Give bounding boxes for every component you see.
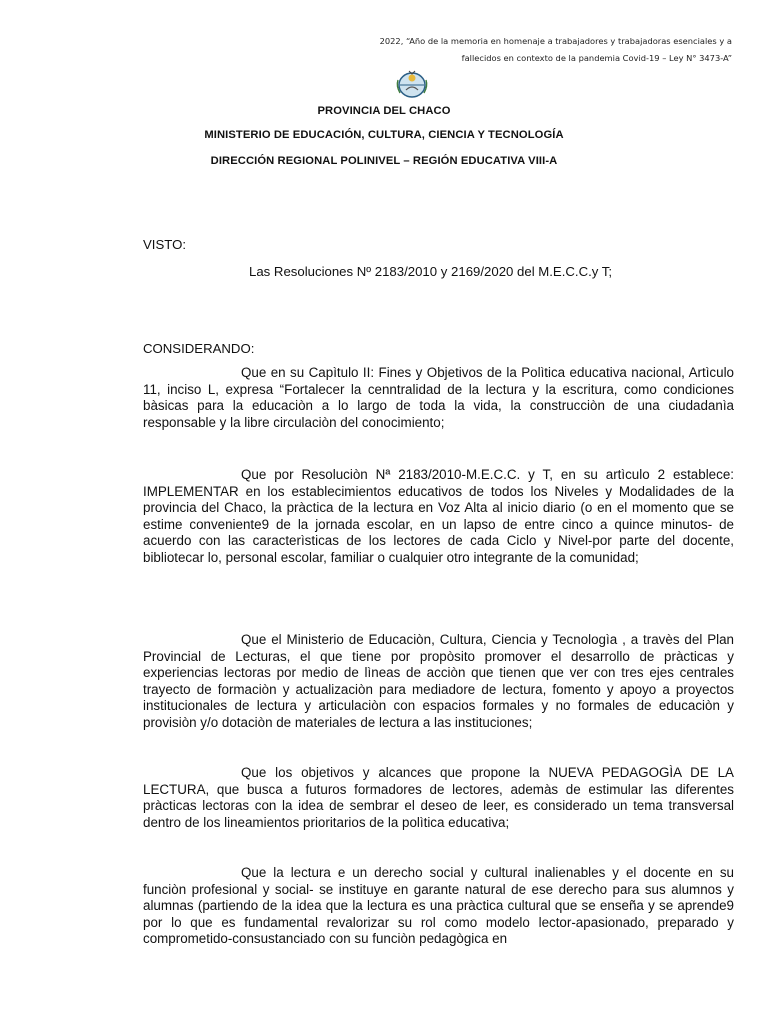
year-motto-line-2: fallecidos en contexto de la pandemia Covid-19 – Ley N° 3473-A”: [461, 53, 732, 63]
province-heading: PROVINCIA DEL CHACO: [317, 105, 451, 117]
direction-heading: DIRECCIÓN REGIONAL POLINIVEL – REGIÓN EDUCATIVA VIII-A: [210, 155, 558, 167]
visto-text: Las Resoluciones Nº 2183/2010 y 2169/2020 del M.E.C.C.y T;: [249, 264, 613, 279]
considerando-paragraph: Que la lectura e un derecho social y cultural inalienables y el docente en su funciòn profesional y social- se instituye en garante natural de ese derecho para sus alumnos y alumnas (partiendo de la idea que la lectura es una pràctica cultural que se enseña y se aprende9 por lo que es fundamental revalorizar su rol como modelo lector-apasionado, preparado y comprometido-consustanciado con su funciòn pedagògica en: [143, 865, 734, 947]
year-motto-line-1: 2022, “Año de la memoria en homenaje a trabajadores y trabajadoras esenciales y a: [379, 36, 732, 46]
considerando-paragraph: Que por Resoluciòn Nª 2183/2010-M.E.C.C. y T, en su artìculo 2 establece: IMPLEMENTAR en los establecimientos educativos de todos los Niveles y Modalidades de la provincia del Chaco, la pràctica de la lectura en Voz Alta al inicio diario (o en el momento que se estime conveniente9 de la jornada escolar, en un lapso de entre cinco a quince minutos- de acuerdo con las caracterìsticas de los lectores de cada Ciclo y Nivel-por parte del docente, bibliotecar lo, personal escolar, familiar o cualquier otro integrante de la comunidad;: [143, 467, 734, 565]
ministry-heading: MINISTERIO DE EDUCACIÓN, CULTURA, CIENCIA Y TECNOLOGÍA: [204, 129, 564, 141]
year-motto: [332, 33, 732, 67]
considerando-paragraph: Que el Ministerio de Educaciòn, Cultura, Ciencia y Tecnologìa , a travès del Plan Provincial de Lecturas, el que tiene por propòsito promover el desarrollo de pràcticas y experiencias lectoras por medio de lìneas de acciòn que tienen que ver con tres ejes centrales trayecto de formaciòn y actualizaciòn para mediadore de lectura, fomento y apoyo a proyectos institucionales de lectura y articulaciòn con espacios formales y no formales de educaciòn y provisiòn y/o dotaciòn de materiales de lectura a las instituciones;: [143, 632, 734, 730]
visto-label: VISTO:: [143, 237, 186, 252]
considerando-paragraph: Que en su Capìtulo II: Fines y Objetivos de la Polìtica educativa nacional, Artìculo 11, inciso L, expresa “Fortalecer la cenntralidad de la lectura y la escritura, como condiciones bàsicas para la educaciòn a lo largo de toda la vida, la construcciòn de una ciudadanìa responsable y la libre circulaciòn del conocimiento;: [143, 365, 734, 430]
considerando-paragraph: Que los objetivos y alcances que propone la NUEVA PEDAGOGÌA DE LA LECTURA, que busca a futuros formadores de lectores, ademàs de estimular las diferentes pràcticas lectoras con la idea de sembrar el deseo de leer, es considerado un tema transversal dentro de los lineamientos prioritarios de la polìtica educativa;: [143, 765, 734, 830]
considerando-label: CONSIDERANDO:: [143, 341, 255, 356]
province-seal-icon: [394, 68, 430, 100]
